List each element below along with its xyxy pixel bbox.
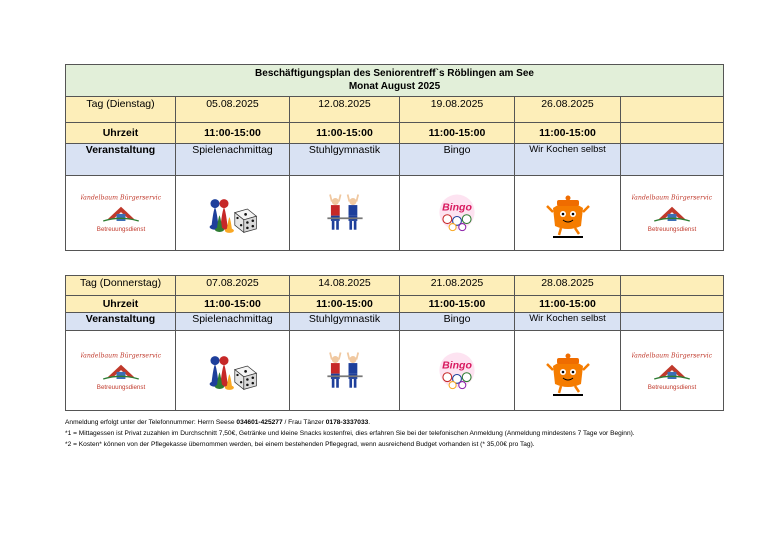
board-game-pieces-dice-icon — [206, 191, 260, 236]
title-line1: Beschäftigungsplan des Seniorentreff`s Röblingen am See — [255, 68, 534, 79]
house-logo-icon — [81, 348, 161, 394]
note-text: / Frau Tänzer — [282, 419, 326, 426]
empty-cell — [621, 296, 724, 313]
time-cell: 11:00-15:00 — [515, 123, 621, 144]
image-cell — [515, 331, 621, 411]
logo-cell — [66, 176, 176, 251]
logo-cell — [621, 176, 724, 251]
event-cell: Stuhlgymnastik — [290, 313, 400, 331]
schedule-title — [66, 65, 724, 97]
house-logo-icon — [632, 190, 712, 236]
phone-number: 0178-3337033 — [325, 419, 369, 426]
date-cell: 07.08.2025 — [176, 276, 290, 296]
date-cell: 26.08.2025 — [515, 97, 621, 123]
empty-cell — [621, 123, 724, 144]
house-logo-icon — [81, 190, 161, 236]
event-cell: Bingo — [400, 144, 515, 176]
time-cell: 11:00-15:00 — [290, 123, 400, 144]
logo-cell — [66, 331, 176, 411]
footnotes — [65, 417, 635, 450]
empty-cell — [621, 97, 724, 123]
day-label: Tag (Dienstag) — [66, 97, 176, 123]
footnote-2: *2 = Kosten* können von der Pflegekasse übernommen werden, bei einem bestehenden Pflegegrad, wenn ausreichend Budget vorhanden ist (* 35,00€ pro Tag). — [65, 441, 535, 448]
event-cell: Spielenachmittag — [176, 313, 290, 331]
time-cell: 11:00-15:00 — [400, 123, 515, 144]
phone-number: 034601-425277 — [236, 419, 283, 426]
event-label: Veranstaltung — [66, 144, 176, 176]
date-cell: 12.08.2025 — [290, 97, 400, 123]
bingo-balls-icon — [435, 191, 479, 235]
schedule-table-tuesday — [65, 64, 724, 251]
event-cell: Stuhlgymnastik — [290, 144, 400, 176]
date-cell: 21.08.2025 — [400, 276, 515, 296]
house-logo-icon — [632, 348, 712, 394]
title-line2: Monat August 2025 — [348, 81, 441, 92]
date-cell: 14.08.2025 — [290, 276, 400, 296]
date-cell: 05.08.2025 — [176, 97, 290, 123]
footnote-1: *1 = Mittagessen ist Privat zuzahlen im Durchschnitt 7,50€, Getränke und kleine Snacks kostenfrei, dies erfahren Sie bei der telefonischen Anmeldung (Anmeldung mindestens 7 Tage vor Beginn). — [65, 430, 635, 437]
board-game-pieces-dice-icon — [206, 348, 260, 393]
cooking-pot-mascot-icon — [543, 188, 593, 238]
chair-gymnastics-seniors-icon — [323, 349, 367, 393]
registration-note — [65, 417, 635, 428]
image-cell — [176, 176, 290, 251]
image-cell — [400, 331, 515, 411]
cooking-pot-mascot-icon — [543, 346, 593, 396]
date-cell: 28.08.2025 — [515, 276, 621, 296]
event-cell: Bingo — [400, 313, 515, 331]
empty-cell — [621, 276, 724, 296]
day-label: Tag (Donnerstag) — [66, 276, 176, 296]
image-cell — [290, 176, 400, 251]
time-cell: 11:00-15:00 — [176, 296, 290, 313]
image-cell — [515, 176, 621, 251]
event-label: Veranstaltung — [66, 313, 176, 331]
logo-cell — [621, 331, 724, 411]
event-cell: Wir Kochen selbst — [515, 144, 621, 176]
empty-cell — [621, 144, 724, 176]
image-cell — [176, 331, 290, 411]
empty-cell — [621, 313, 724, 331]
date-cell: 19.08.2025 — [400, 97, 515, 123]
time-cell: 11:00-15:00 — [176, 123, 290, 144]
time-cell: 11:00-15:00 — [400, 296, 515, 313]
bingo-balls-icon — [435, 349, 479, 393]
time-cell: 11:00-15:00 — [290, 296, 400, 313]
schedule-table-thursday — [65, 275, 724, 411]
chair-gymnastics-seniors-icon — [323, 191, 367, 235]
time-label: Uhrzeit — [66, 123, 176, 144]
event-cell: Wir Kochen selbst — [515, 313, 621, 331]
event-cell: Spielenachmittag — [176, 144, 290, 176]
time-label: Uhrzeit — [66, 296, 176, 313]
note-text: Anmeldung erfolgt unter der Telefonnummer: Herrn Seese — [65, 419, 237, 426]
time-cell: 11:00-15:00 — [515, 296, 621, 313]
note-text: . — [368, 419, 371, 426]
image-cell — [290, 331, 400, 411]
image-cell — [400, 176, 515, 251]
